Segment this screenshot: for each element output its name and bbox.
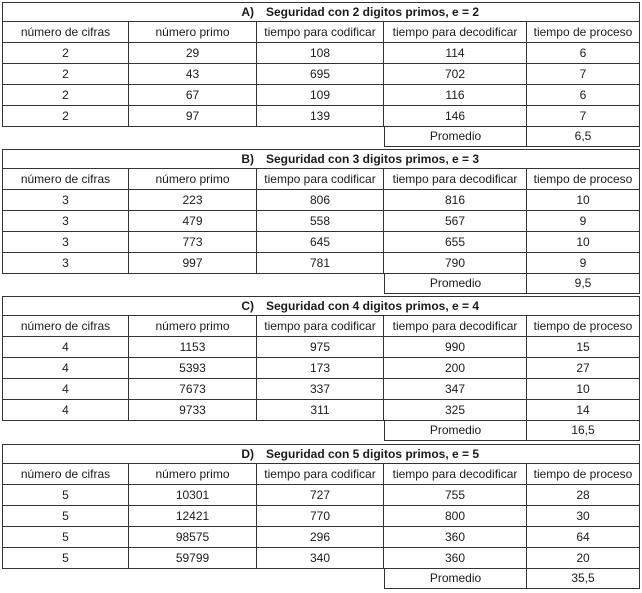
table-b xyxy=(2,149,640,294)
table-cell: 311 xyxy=(257,400,384,421)
table-letter: B) xyxy=(241,152,254,166)
table-cell: 6 xyxy=(527,85,640,106)
table-cell: 781 xyxy=(257,253,384,274)
table-cell: 2 xyxy=(2,64,129,85)
table-cell: 146 xyxy=(384,106,527,127)
column-header: número primo xyxy=(129,316,257,337)
table-c xyxy=(2,296,640,441)
table-cell: 139 xyxy=(257,106,384,127)
average-value: 9,5 xyxy=(527,274,640,294)
table-cell: 5 xyxy=(2,527,129,548)
table-cell: 360 xyxy=(384,527,527,548)
table-cell: 7 xyxy=(527,106,640,127)
table-cell: 806 xyxy=(257,190,384,211)
table-cell: 296 xyxy=(257,527,384,548)
table-title xyxy=(2,296,640,316)
table-cell: 4 xyxy=(2,379,129,400)
column-header: tiempo para decodificar xyxy=(384,316,527,337)
column-header: número de cifras xyxy=(2,316,129,337)
table-cell: 5 xyxy=(2,506,129,527)
column-header: tiempo de proceso xyxy=(527,22,640,43)
table-cell: 816 xyxy=(384,190,527,211)
table-cell: 340 xyxy=(257,548,384,569)
table-title-text: Seguridad con 3 digitos primos, e = 3 xyxy=(266,152,480,166)
table-cell: 29 xyxy=(129,43,257,64)
table-cell: 5 xyxy=(2,548,129,569)
table-title-text: Seguridad con 4 digitos primos, e = 4 xyxy=(266,299,480,313)
table-cell: 567 xyxy=(384,211,527,232)
average-label: Promedio xyxy=(384,127,527,147)
table-cell: 223 xyxy=(129,190,257,211)
table-cell: 975 xyxy=(257,337,384,358)
table-cell: 2 xyxy=(2,43,129,64)
table-cell: 114 xyxy=(384,43,527,64)
column-header: tiempo para decodificar xyxy=(384,22,527,43)
table-grid xyxy=(2,316,640,421)
table-cell: 755 xyxy=(384,485,527,506)
table-cell: 14 xyxy=(527,400,640,421)
column-header: tiempo de proceso xyxy=(527,464,640,485)
table-cell: 655 xyxy=(384,232,527,253)
table-cell: 9733 xyxy=(129,400,257,421)
table-cell: 4 xyxy=(2,358,129,379)
table-cell: 5 xyxy=(2,485,129,506)
table-cell: 108 xyxy=(257,43,384,64)
column-header: tiempo para decodificar xyxy=(384,169,527,190)
table-cell: 173 xyxy=(257,358,384,379)
table-d xyxy=(2,444,640,589)
average-label: Promedio xyxy=(384,421,527,441)
table-cell: 15 xyxy=(527,337,640,358)
table-cell: 67 xyxy=(129,85,257,106)
column-header: número primo xyxy=(129,464,257,485)
table-cell: 28 xyxy=(527,485,640,506)
table-cell: 9 xyxy=(527,211,640,232)
table-cell: 800 xyxy=(384,506,527,527)
column-header: tiempo para codificar xyxy=(257,22,384,43)
table-cell: 3 xyxy=(2,232,129,253)
table-cell: 558 xyxy=(257,211,384,232)
table-cell: 347 xyxy=(384,379,527,400)
table-grid xyxy=(2,169,640,274)
column-header: tiempo de proceso xyxy=(527,169,640,190)
table-cell: 360 xyxy=(384,548,527,569)
table-cell: 10 xyxy=(527,232,640,253)
table-cell: 727 xyxy=(257,485,384,506)
table-cell: 645 xyxy=(257,232,384,253)
table-letter: A) xyxy=(241,5,254,19)
table-cell: 702 xyxy=(384,64,527,85)
table-cell: 479 xyxy=(129,211,257,232)
column-header: tiempo de proceso xyxy=(527,316,640,337)
table-cell: 43 xyxy=(129,64,257,85)
table-cell: 2 xyxy=(2,106,129,127)
average-row xyxy=(2,274,640,294)
table-title-text: Seguridad con 5 digitos primos, e = 5 xyxy=(266,447,480,461)
spacer xyxy=(2,569,384,589)
table-cell: 10 xyxy=(527,190,640,211)
table-cell: 3 xyxy=(2,211,129,232)
table-cell: 695 xyxy=(257,64,384,85)
table-grid xyxy=(2,22,640,127)
column-header: número primo xyxy=(129,169,257,190)
average-row xyxy=(2,569,640,589)
average-row xyxy=(2,421,640,441)
table-cell: 9 xyxy=(527,253,640,274)
column-header: número primo xyxy=(129,22,257,43)
table-cell: 116 xyxy=(384,85,527,106)
table-cell: 10301 xyxy=(129,485,257,506)
table-cell: 3 xyxy=(2,190,129,211)
average-row xyxy=(2,127,640,147)
column-header: tiempo para codificar xyxy=(257,169,384,190)
column-header: tiempo para codificar xyxy=(257,316,384,337)
table-a xyxy=(2,2,640,147)
table-letter: D) xyxy=(241,447,254,461)
table-title xyxy=(2,2,640,22)
column-header: tiempo para codificar xyxy=(257,464,384,485)
column-header: número de cifras xyxy=(2,464,129,485)
spacer xyxy=(2,274,384,294)
table-cell: 20 xyxy=(527,548,640,569)
table-cell: 27 xyxy=(527,358,640,379)
table-cell: 325 xyxy=(384,400,527,421)
table-cell: 4 xyxy=(2,400,129,421)
table-cell: 6 xyxy=(527,43,640,64)
table-cell: 10 xyxy=(527,379,640,400)
spacer xyxy=(2,421,384,441)
average-value: 6,5 xyxy=(527,127,640,147)
table-cell: 59799 xyxy=(129,548,257,569)
table-cell: 3 xyxy=(2,253,129,274)
column-header: tiempo para decodificar xyxy=(384,464,527,485)
table-grid xyxy=(2,464,640,569)
table-letter: C) xyxy=(241,299,254,313)
average-value: 35,5 xyxy=(527,569,640,589)
table-title xyxy=(2,149,640,169)
table-cell: 64 xyxy=(527,527,640,548)
table-cell: 98575 xyxy=(129,527,257,548)
table-cell: 7 xyxy=(527,64,640,85)
average-value: 16,5 xyxy=(527,421,640,441)
spacer xyxy=(2,127,384,147)
table-cell: 990 xyxy=(384,337,527,358)
table-cell: 997 xyxy=(129,253,257,274)
average-label: Promedio xyxy=(384,274,527,294)
table-title xyxy=(2,444,640,464)
table-cell: 30 xyxy=(527,506,640,527)
table-cell: 12421 xyxy=(129,506,257,527)
table-title-text: Seguridad con 2 digitos primos, e = 2 xyxy=(266,5,480,19)
column-header: número de cifras xyxy=(2,22,129,43)
table-cell: 337 xyxy=(257,379,384,400)
table-cell: 109 xyxy=(257,85,384,106)
table-cell: 97 xyxy=(129,106,257,127)
table-cell: 2 xyxy=(2,85,129,106)
table-cell: 7673 xyxy=(129,379,257,400)
table-cell: 773 xyxy=(129,232,257,253)
table-cell: 4 xyxy=(2,337,129,358)
column-header: número de cifras xyxy=(2,169,129,190)
table-cell: 200 xyxy=(384,358,527,379)
table-cell: 5393 xyxy=(129,358,257,379)
average-label: Promedio xyxy=(384,569,527,589)
table-cell: 1153 xyxy=(129,337,257,358)
table-cell: 790 xyxy=(384,253,527,274)
table-cell: 770 xyxy=(257,506,384,527)
